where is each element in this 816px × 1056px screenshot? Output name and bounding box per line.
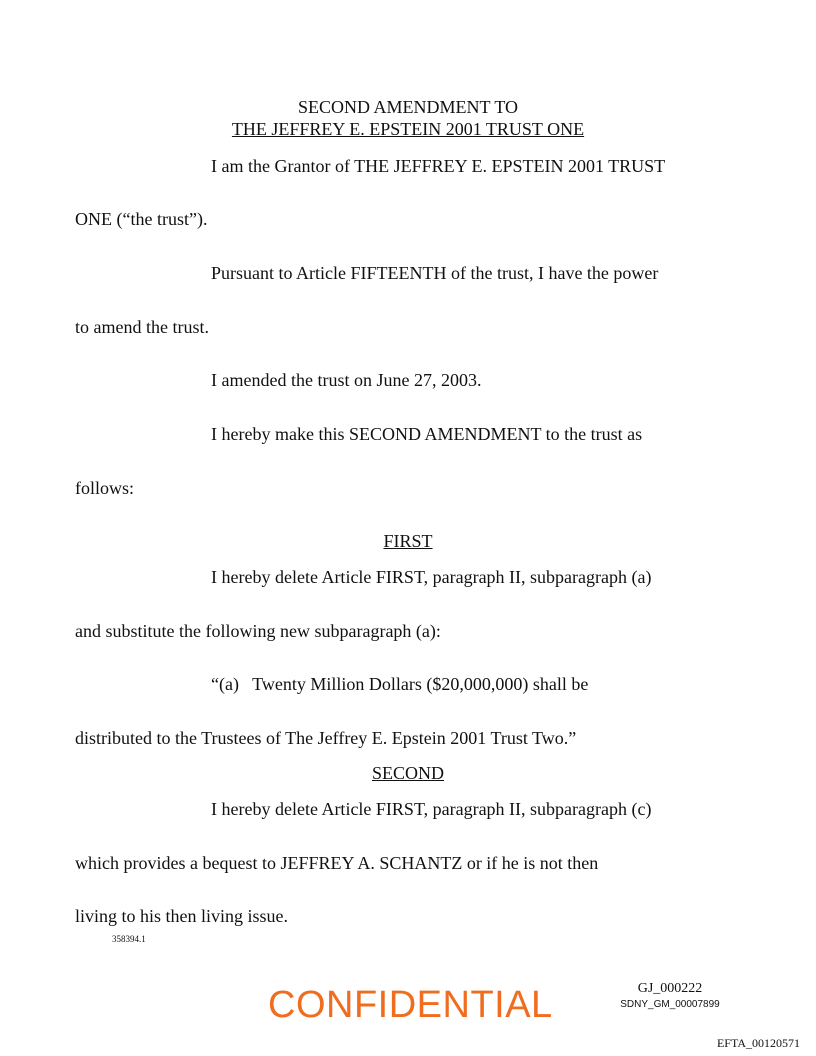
section-heading-first <box>0 530 816 552</box>
paragraph-power-line-1: Pursuant to Article FIFTEENTH of the trust, I have the power <box>211 263 659 283</box>
section-heading-first-text: FIRST <box>383 531 433 551</box>
document-number: 358394.1 <box>112 934 146 944</box>
first-paragraph-line-1: I hereby delete Article FIRST, paragraph II, subparagraph (a) <box>211 567 652 587</box>
bates-number-efta: EFTA_00120571 <box>716 1036 800 1050</box>
paragraph-second-amendment-line-1: I hereby make this SECOND AMENDMENT to the trust as <box>211 424 643 444</box>
section-heading-second <box>0 762 816 784</box>
first-quote-line-1: “(a) Twenty Million Dollars ($20,000,000) shall be <box>211 674 589 694</box>
second-paragraph-line-2: which provides a bequest to JEFFREY A. SCHANTZ or if he is not then <box>75 853 599 873</box>
second-paragraph-line-3: living to his then living issue. <box>75 906 289 926</box>
paragraph-amended-date: I amended the trust on June 27, 2003. <box>211 370 482 390</box>
document-title-line-2 <box>0 118 816 140</box>
second-paragraph-line-1: I hereby delete Article FIRST, paragraph II, subparagraph (c) <box>211 799 652 819</box>
paragraph-power-line-2: to amend the trust. <box>75 317 209 337</box>
first-paragraph-line-2: and substitute the following new subparagraph (a): <box>75 621 441 641</box>
paragraph-second-amendment-line-2: follows: <box>75 478 135 498</box>
confidential-stamp: CONFIDENTIAL <box>268 984 553 1026</box>
document-title-underlined: THE JEFFREY E. EPSTEIN 2001 TRUST ONE <box>231 119 585 139</box>
section-heading-second-text: SECOND <box>371 763 444 783</box>
document-title-line-1: SECOND AMENDMENT TO <box>297 97 519 117</box>
paragraph-grantor-line-2: ONE (“the trust”). <box>75 209 208 229</box>
paragraph-grantor-line-1: I am the Grantor of THE JEFFREY E. EPSTEIN 2001 TRUST <box>211 156 666 176</box>
bates-number-sdny: SDNY_GM_00007899 <box>620 999 720 1010</box>
bates-number-gj: GJ_000222 <box>637 981 703 996</box>
first-quote-line-2: distributed to the Trustees of The Jeffrey E. Epstein 2001 Trust Two.” <box>75 728 577 748</box>
